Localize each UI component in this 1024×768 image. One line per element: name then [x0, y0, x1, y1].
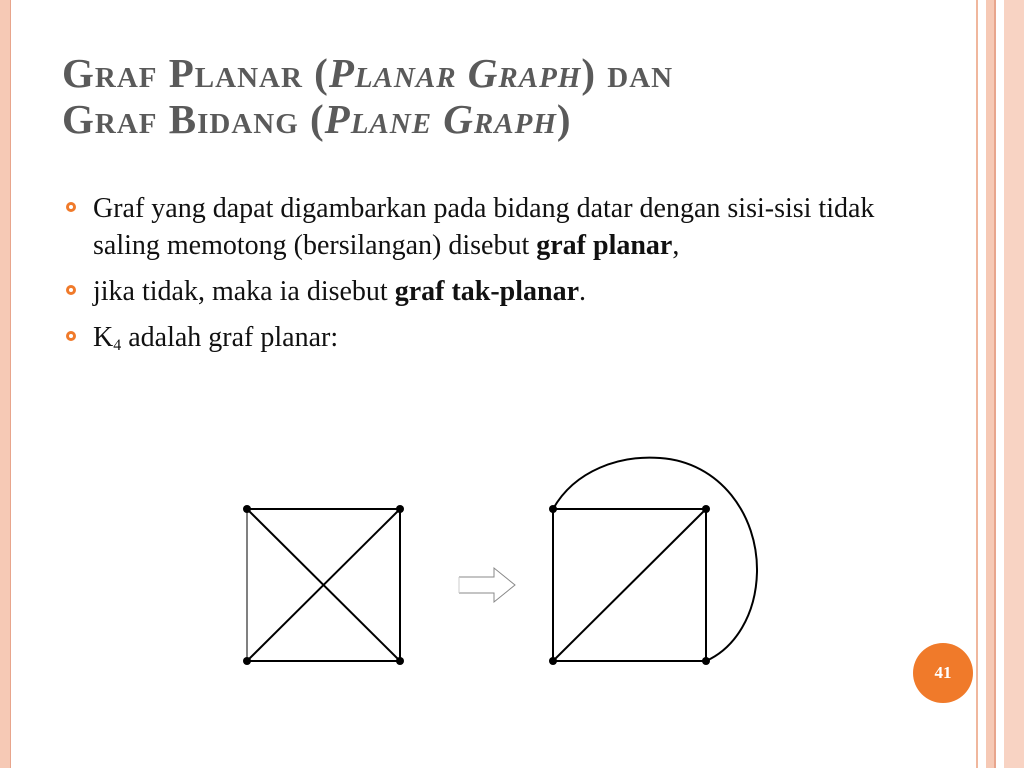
graph-vertex [702, 505, 710, 513]
bullet-item: $K_4$ adalah graf planar: [66, 319, 886, 364]
title-line-2: Graf Bidang (Plane Graph) [62, 96, 572, 142]
graph-vertex [702, 657, 710, 665]
graph-vertex [396, 505, 404, 513]
bullet-item: Graf yang dapat digambarkan pada bidang datar dengan sisi-sisi tidak saling memotong (bersilangan) disebut graf planar, [66, 190, 886, 264]
title-line-1: Graf Planar (Planar Graph) dan [62, 50, 674, 96]
graph-vertex [243, 505, 251, 513]
arrow-right-icon [459, 568, 515, 602]
page-number-badge: 41 [913, 643, 973, 703]
graph-vertex [396, 657, 404, 665]
k4-crossing-drawing [247, 509, 400, 661]
graph-vertex [549, 657, 557, 665]
graph-vertex [243, 657, 251, 665]
k4-planar-drawing [553, 458, 757, 661]
graph-edge [553, 509, 706, 661]
graph-vertex [549, 505, 557, 513]
bullet-item: jika tidak, maka ia disebut graf tak-planar. [66, 273, 886, 310]
